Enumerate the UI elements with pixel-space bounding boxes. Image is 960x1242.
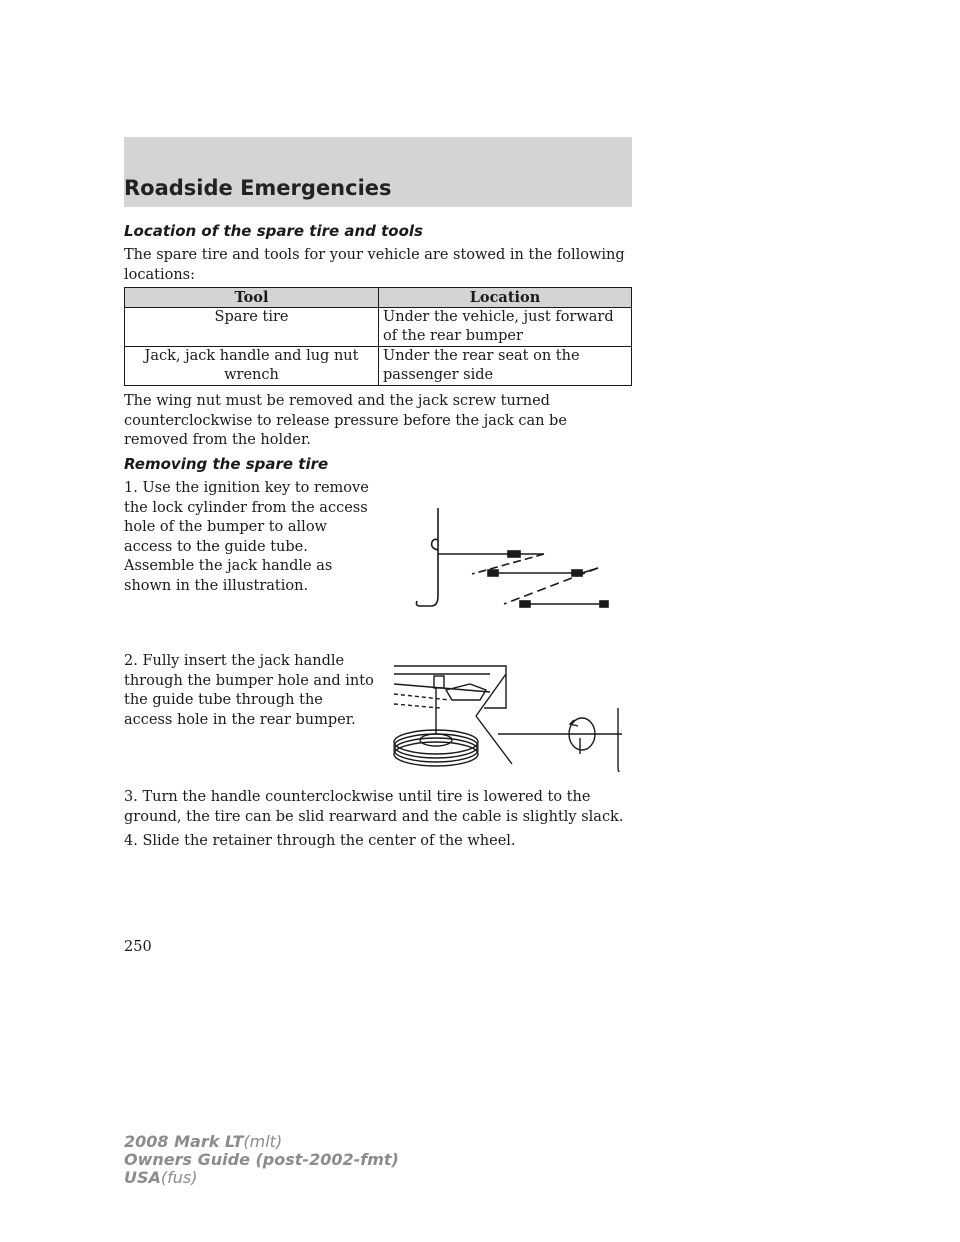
table-cell-location: Under the vehicle, just forward of the rear bumper [379, 308, 632, 347]
footer-market: USA [124, 1168, 161, 1187]
footer-model: 2008 Mark LT [124, 1132, 244, 1151]
table-row [125, 308, 632, 347]
footer-market-code: (fus) [160, 1168, 198, 1187]
footer-model-code: (mlt) [243, 1132, 283, 1151]
table-header-row [125, 288, 632, 308]
section-heading-removing: Removing the spare tire [124, 455, 329, 473]
jack-removal-note: The wing nut must be removed and the jack screw turned counterclockwise to release pressure before the jack can be removed from the holder. [124, 393, 567, 448]
step-1-text: 1. Use the ignition key to remove the lock cylinder from the access hole of the bumper to allow access to the guide tube. Assemble the jack handle as shown in the illustration. [124, 480, 369, 594]
section-heading-location: Location of the spare tire and tools [124, 222, 423, 240]
step-3-text: 3. Turn the handle counterclockwise until tire is lowered to the ground, the tire can be slid rearward and the cable is slightly slack. [124, 789, 624, 825]
jack-handle-assembly-illustration [404, 500, 616, 620]
table-cell-tool: Jack, jack handle and lug nut wrench [125, 347, 379, 386]
table-header-tool: Tool [125, 288, 379, 308]
table-cell-location: Under the rear seat on the passenger side [379, 347, 632, 386]
table-row [125, 347, 632, 386]
step-4-text: 4. Slide the retainer through the center of the wheel. [124, 833, 516, 849]
tools-location-table [124, 287, 632, 386]
footer-line-market [124, 1169, 399, 1187]
table-cell-tool: Spare tire [125, 308, 379, 347]
page-number: 250 [124, 939, 152, 955]
intro-paragraph: The spare tire and tools for your vehicle are stowed in the following locations: [124, 247, 625, 283]
table-header-location: Location [379, 288, 632, 308]
spare-tire-lowering-illustration [390, 660, 634, 772]
page-section-title: Roadside Emergencies [124, 176, 392, 200]
footer-guide: Owners Guide (post-2002-fmt) [124, 1150, 399, 1169]
footer-line-model [124, 1133, 399, 1151]
step-2-text: 2. Fully insert the jack handle through the bumper hole and into the guide tube through the access hole in the rear bumper. [124, 653, 374, 728]
footer-line-guide [124, 1151, 399, 1169]
document-footer [124, 1133, 399, 1187]
